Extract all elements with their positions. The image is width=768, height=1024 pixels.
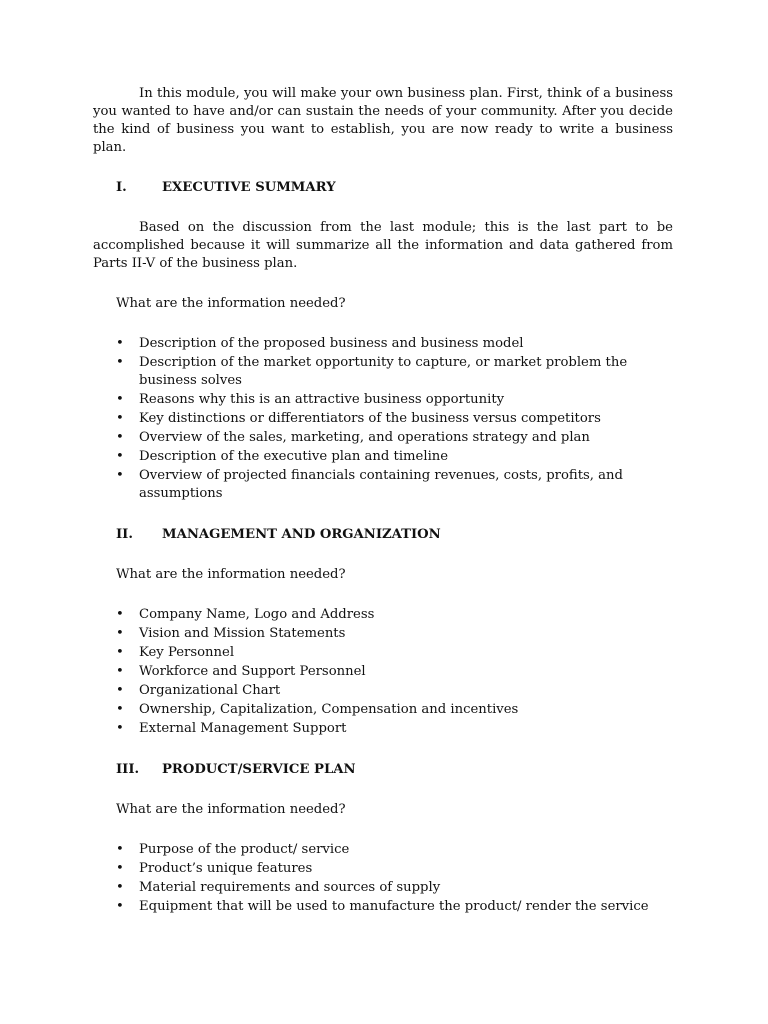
list-item: • Description of the market opportunity to capture, or market problem the business solves bbox=[93, 354, 673, 390]
bullet-list-product-service-plan bbox=[93, 841, 673, 916]
list-item: • Ownership, Capitalization, Compensation and incentives bbox=[93, 701, 673, 719]
list-item: • Purpose of the product/ service bbox=[93, 841, 673, 859]
list-item: • Key distinctions or differentiators of the business versus competitors bbox=[93, 410, 673, 428]
list-item: • Vision and Mission Statements bbox=[93, 625, 673, 643]
list-item: • Material requirements and sources of supply bbox=[93, 879, 673, 897]
list-item: • Overview of the sales, marketing, and operations strategy and plan bbox=[93, 429, 673, 447]
section-question: What are the information needed? bbox=[116, 296, 346, 311]
list-item: • Company Name, Logo and Address bbox=[93, 606, 673, 624]
section-heading-management-and-organization bbox=[116, 526, 673, 544]
list-item: • Equipment that will be used to manufacture the product/ render the service bbox=[93, 898, 673, 916]
section-heading-executive-summary bbox=[116, 179, 673, 197]
section-number: I. bbox=[116, 180, 127, 195]
list-item: • Description of the executive plan and timeline bbox=[93, 448, 673, 466]
section-number: II. bbox=[116, 527, 133, 542]
list-item: • Workforce and Support Personnel bbox=[93, 663, 673, 681]
list-item: • Key Personnel bbox=[93, 644, 673, 662]
section-title: MANAGEMENT AND ORGANIZATION bbox=[162, 527, 441, 542]
bullet-list-executive-summary bbox=[93, 335, 673, 503]
list-item: • External Management Support bbox=[93, 720, 673, 738]
list-item: • Overview of projected financials containing revenues, costs, profits, and assumptions bbox=[93, 467, 673, 503]
intro-paragraph: In this module, you will make your own business plan. First, think of a business you wanted to have and/or can sustain the needs of your community. After you decide the kind of business you want to establish, you are now ready to write a business plan. bbox=[93, 86, 673, 155]
list-item: • Organizational Chart bbox=[93, 682, 673, 700]
section-question: What are the information needed? bbox=[116, 802, 346, 817]
list-item: • Product’s unique features bbox=[93, 860, 673, 878]
list-item: • Description of the proposed business and business model bbox=[93, 335, 673, 353]
section-heading-product-service-plan bbox=[116, 761, 673, 779]
section-paragraph: Based on the discussion from the last module; this is the last part to be accomplished because it will summarize all the information and data gathered from Parts II-V of the business plan. bbox=[93, 220, 673, 271]
list-item: • Reasons why this is an attractive business opportunity bbox=[93, 391, 673, 409]
document-page bbox=[93, 85, 673, 917]
bullet-list-management-and-organization bbox=[93, 606, 673, 738]
section-title: PRODUCT/SERVICE PLAN bbox=[162, 762, 356, 777]
section-question: What are the information needed? bbox=[116, 567, 346, 582]
section-number: III. bbox=[116, 762, 140, 777]
section-title: EXECUTIVE SUMMARY bbox=[162, 180, 336, 195]
